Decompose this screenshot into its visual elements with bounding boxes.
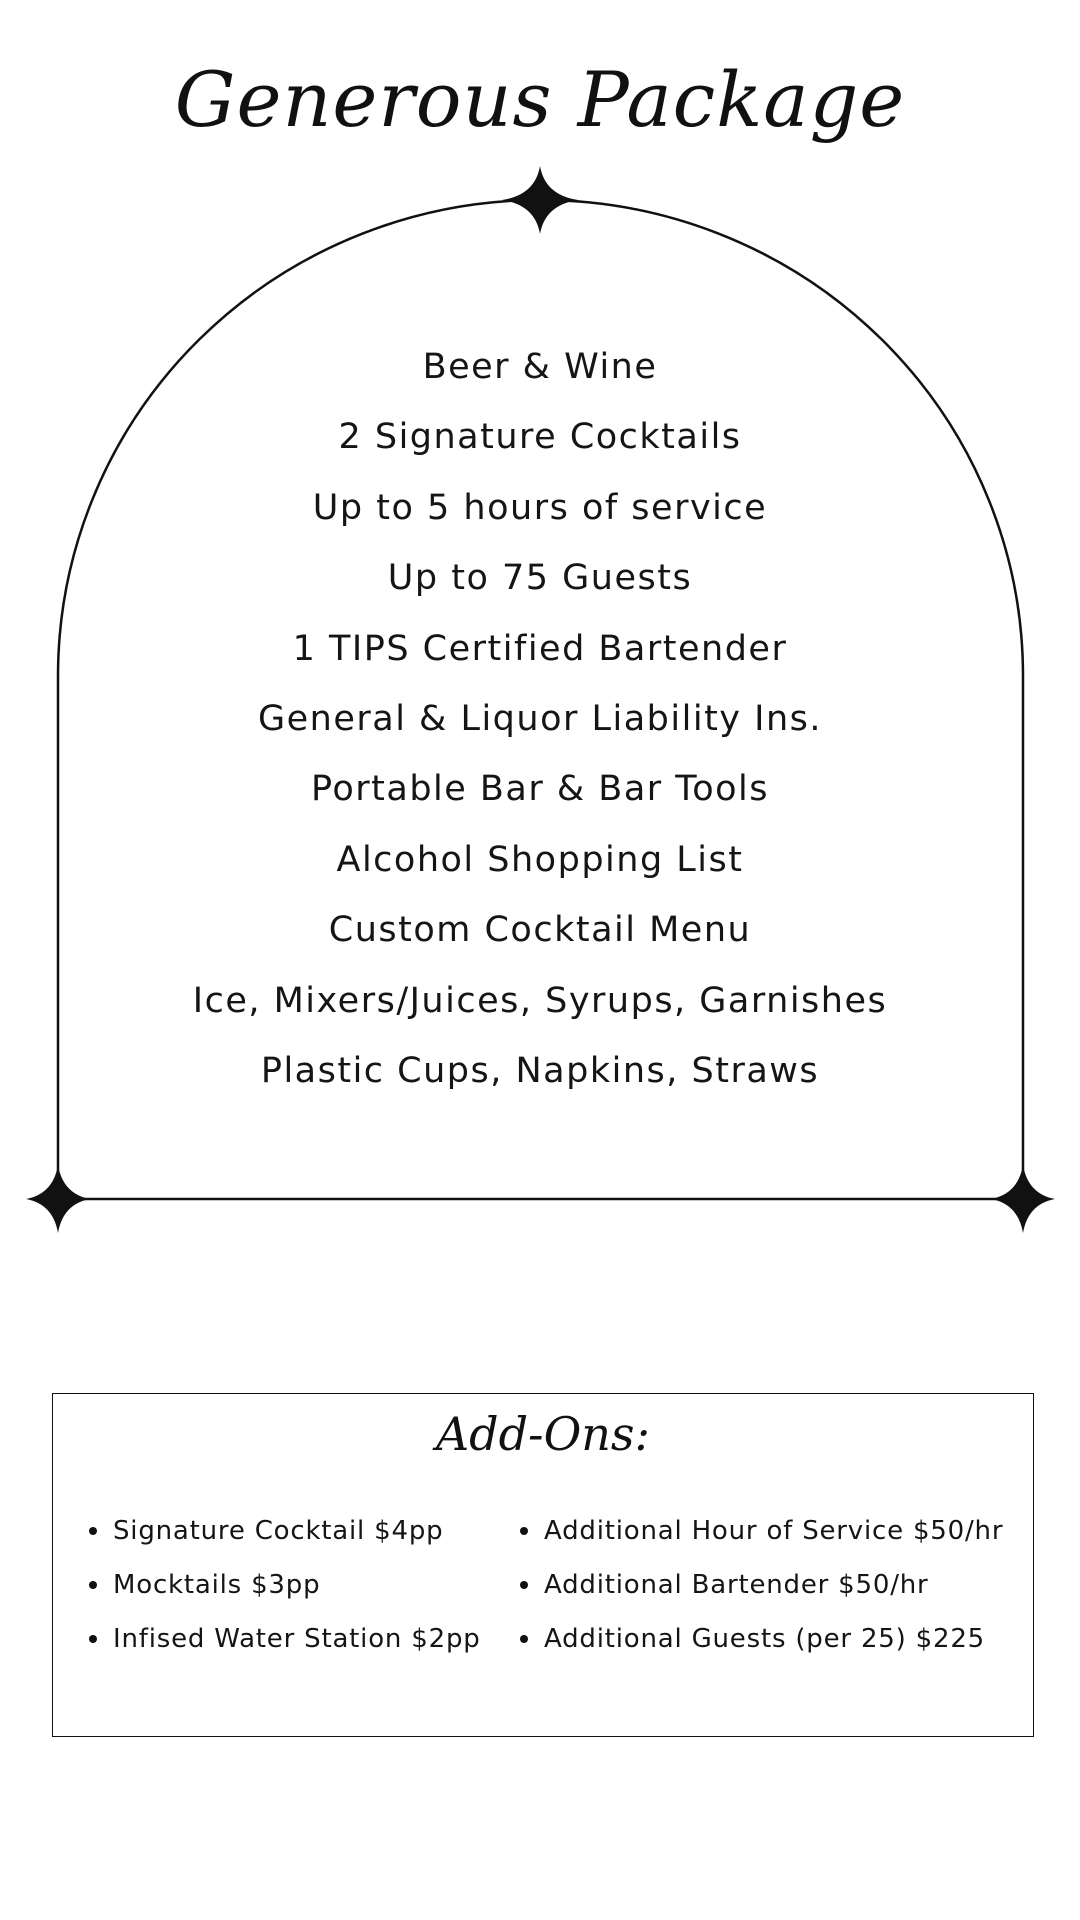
bullet-icon bbox=[89, 1581, 97, 1589]
addon-item bbox=[520, 1612, 1003, 1666]
feature-item: General & Liquor Liability Ins. bbox=[257, 698, 822, 739]
star-icon bbox=[502, 166, 578, 234]
addon-label: Mocktails $3pp bbox=[113, 1570, 321, 1600]
addon-label: Additional Bartender $50/hr bbox=[544, 1570, 929, 1600]
addon-item bbox=[89, 1612, 481, 1666]
addons-list-left bbox=[89, 1504, 481, 1666]
addon-label: Additional Hour of Service $50/hr bbox=[544, 1516, 1004, 1546]
addon-item bbox=[89, 1504, 481, 1558]
feature-item: Portable Bar & Bar Tools bbox=[310, 769, 770, 810]
feature-item: 1 TIPS Certified Bartender bbox=[292, 628, 788, 669]
addons-title: Add-Ons: bbox=[435, 1407, 651, 1461]
addon-item bbox=[520, 1558, 1003, 1612]
bullet-icon bbox=[520, 1581, 528, 1589]
star-icon bbox=[991, 1165, 1055, 1233]
feature-item: Alcohol Shopping List bbox=[336, 839, 744, 880]
page-title: Generous Package bbox=[174, 55, 906, 144]
bullet-icon bbox=[89, 1527, 97, 1535]
feature-item: Custom Cocktail Menu bbox=[328, 910, 752, 951]
feature-item: Up to 75 Guests bbox=[387, 558, 693, 599]
package-features bbox=[60, 332, 1020, 1106]
feature-item: Beer & Wine bbox=[422, 347, 658, 387]
feature-item: Up to 5 hours of service bbox=[312, 487, 768, 528]
addon-label: Additional Guests (per 25) $225 bbox=[544, 1624, 986, 1654]
addon-item bbox=[520, 1504, 1003, 1558]
bullet-icon bbox=[89, 1635, 97, 1643]
bullet-icon bbox=[520, 1635, 528, 1643]
addon-label: Signature Cocktail $4pp bbox=[113, 1516, 444, 1546]
addons-box bbox=[52, 1393, 1034, 1737]
addon-label: Infised Water Station $2pp bbox=[113, 1624, 481, 1654]
addon-item bbox=[89, 1558, 481, 1612]
feature-item: Ice, Mixers/Juices, Syrups, Garnishes bbox=[192, 980, 888, 1021]
feature-item: Plastic Cups, Napkins, Straws bbox=[260, 1050, 820, 1091]
bullet-icon bbox=[520, 1527, 528, 1535]
feature-item: 2 Signature Cocktails bbox=[338, 417, 742, 458]
addons-list-right bbox=[520, 1504, 1003, 1666]
star-icon bbox=[26, 1165, 90, 1233]
